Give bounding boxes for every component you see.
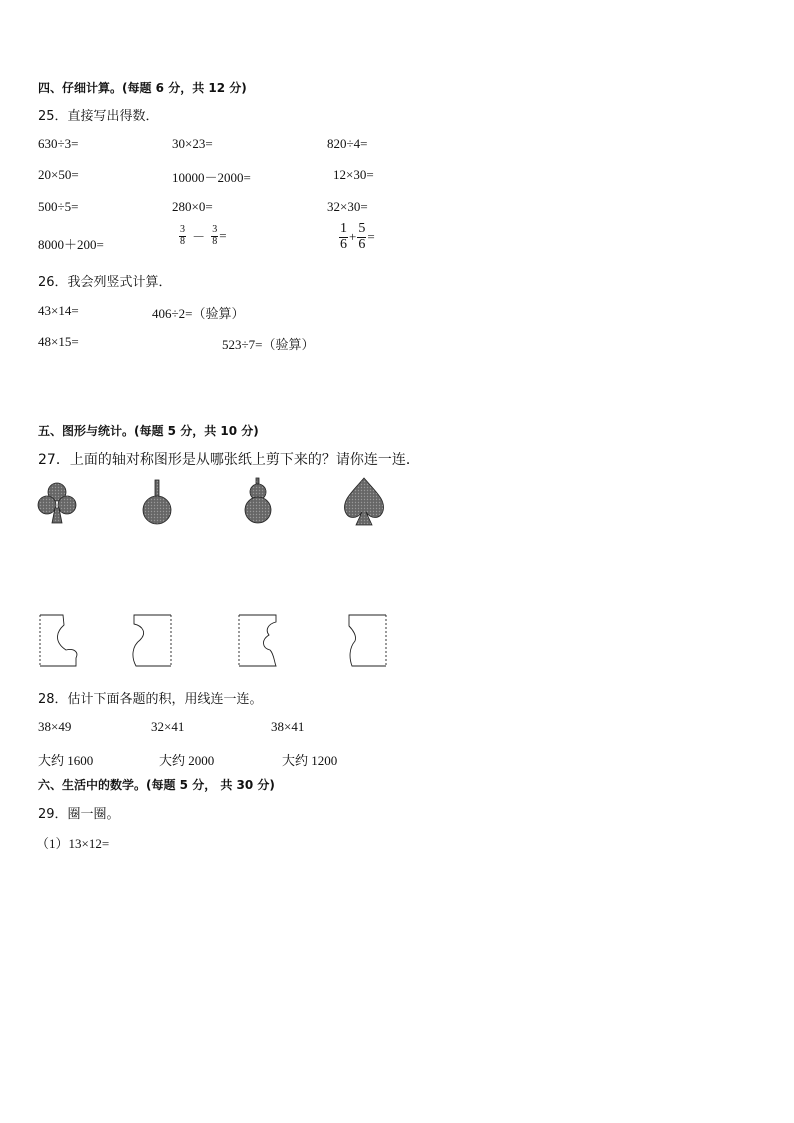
- question-27-prompt: 27．上面的轴对称图形是从哪张纸上剪下来的？请你连一连．: [38, 452, 420, 468]
- paper-option-2: [133, 615, 171, 666]
- question-29-prompt: 29．圈一圈。: [38, 807, 120, 822]
- calc-item: 30×23=: [172, 136, 213, 151]
- estimate-item: 大约 1200: [282, 753, 338, 768]
- vertical-calc-item: 406÷2=（验算）: [152, 306, 245, 321]
- calc-item: 500÷5=: [38, 199, 79, 214]
- round-stem-icon: [143, 480, 171, 524]
- calc-item: 820÷4=: [327, 136, 368, 151]
- calc-item: 8000＋200=: [38, 237, 104, 252]
- vertical-calc-item: 523÷7=（验算）: [222, 337, 315, 352]
- product-item: 32×41: [151, 719, 185, 734]
- calc-item: 630÷3=: [38, 136, 79, 151]
- paper-option-3: [239, 615, 276, 666]
- calc-item: 32×30=: [327, 199, 368, 214]
- club-icon: [38, 483, 76, 523]
- calc-item: 10000－2000=: [172, 170, 251, 185]
- calc-item: 20×50=: [38, 167, 79, 182]
- paper-option-1: [40, 615, 77, 666]
- fraction-expression-b: $\frac{1}{6}$ + $\frac{5}{6}$ =: [340, 221, 375, 252]
- estimate-item: 大约 1600: [38, 753, 94, 768]
- question-26-prompt: 26．我会列竖式计算．: [38, 275, 172, 290]
- calc-item: 12×30=: [333, 167, 374, 182]
- estimate-item: 大约 2000: [159, 753, 215, 768]
- vertical-calc-item: 48×15=: [38, 334, 79, 349]
- gourd-icon: [245, 478, 271, 523]
- section-4-heading: 四、仔细计算。(每题 6 分，共 12 分): [38, 81, 247, 95]
- section-5-heading: 五、图形与统计。(每题 5 分，共 10 分): [38, 424, 259, 438]
- question-28-prompt: 28．估计下面各题的积，用线连一连。: [38, 692, 263, 707]
- calc-item: 280×0=: [172, 199, 213, 214]
- question-25-prompt: 25．直接写出得数．: [38, 109, 159, 124]
- product-item: 38×49: [38, 719, 72, 734]
- paper-option-4: [349, 615, 386, 666]
- spade-icon: [344, 478, 383, 525]
- product-item: 38×41: [271, 719, 305, 734]
- question-29-item-1: （1）13×12=: [36, 836, 110, 851]
- section-6-heading: 六、生活中的数学。(每题 5 分， 共 30 分): [38, 778, 275, 792]
- vertical-calc-item: 43×14=: [38, 303, 79, 318]
- fraction-expression-a: $\frac{3}{8}$ － $\frac{3}{8}$ =: [180, 224, 227, 247]
